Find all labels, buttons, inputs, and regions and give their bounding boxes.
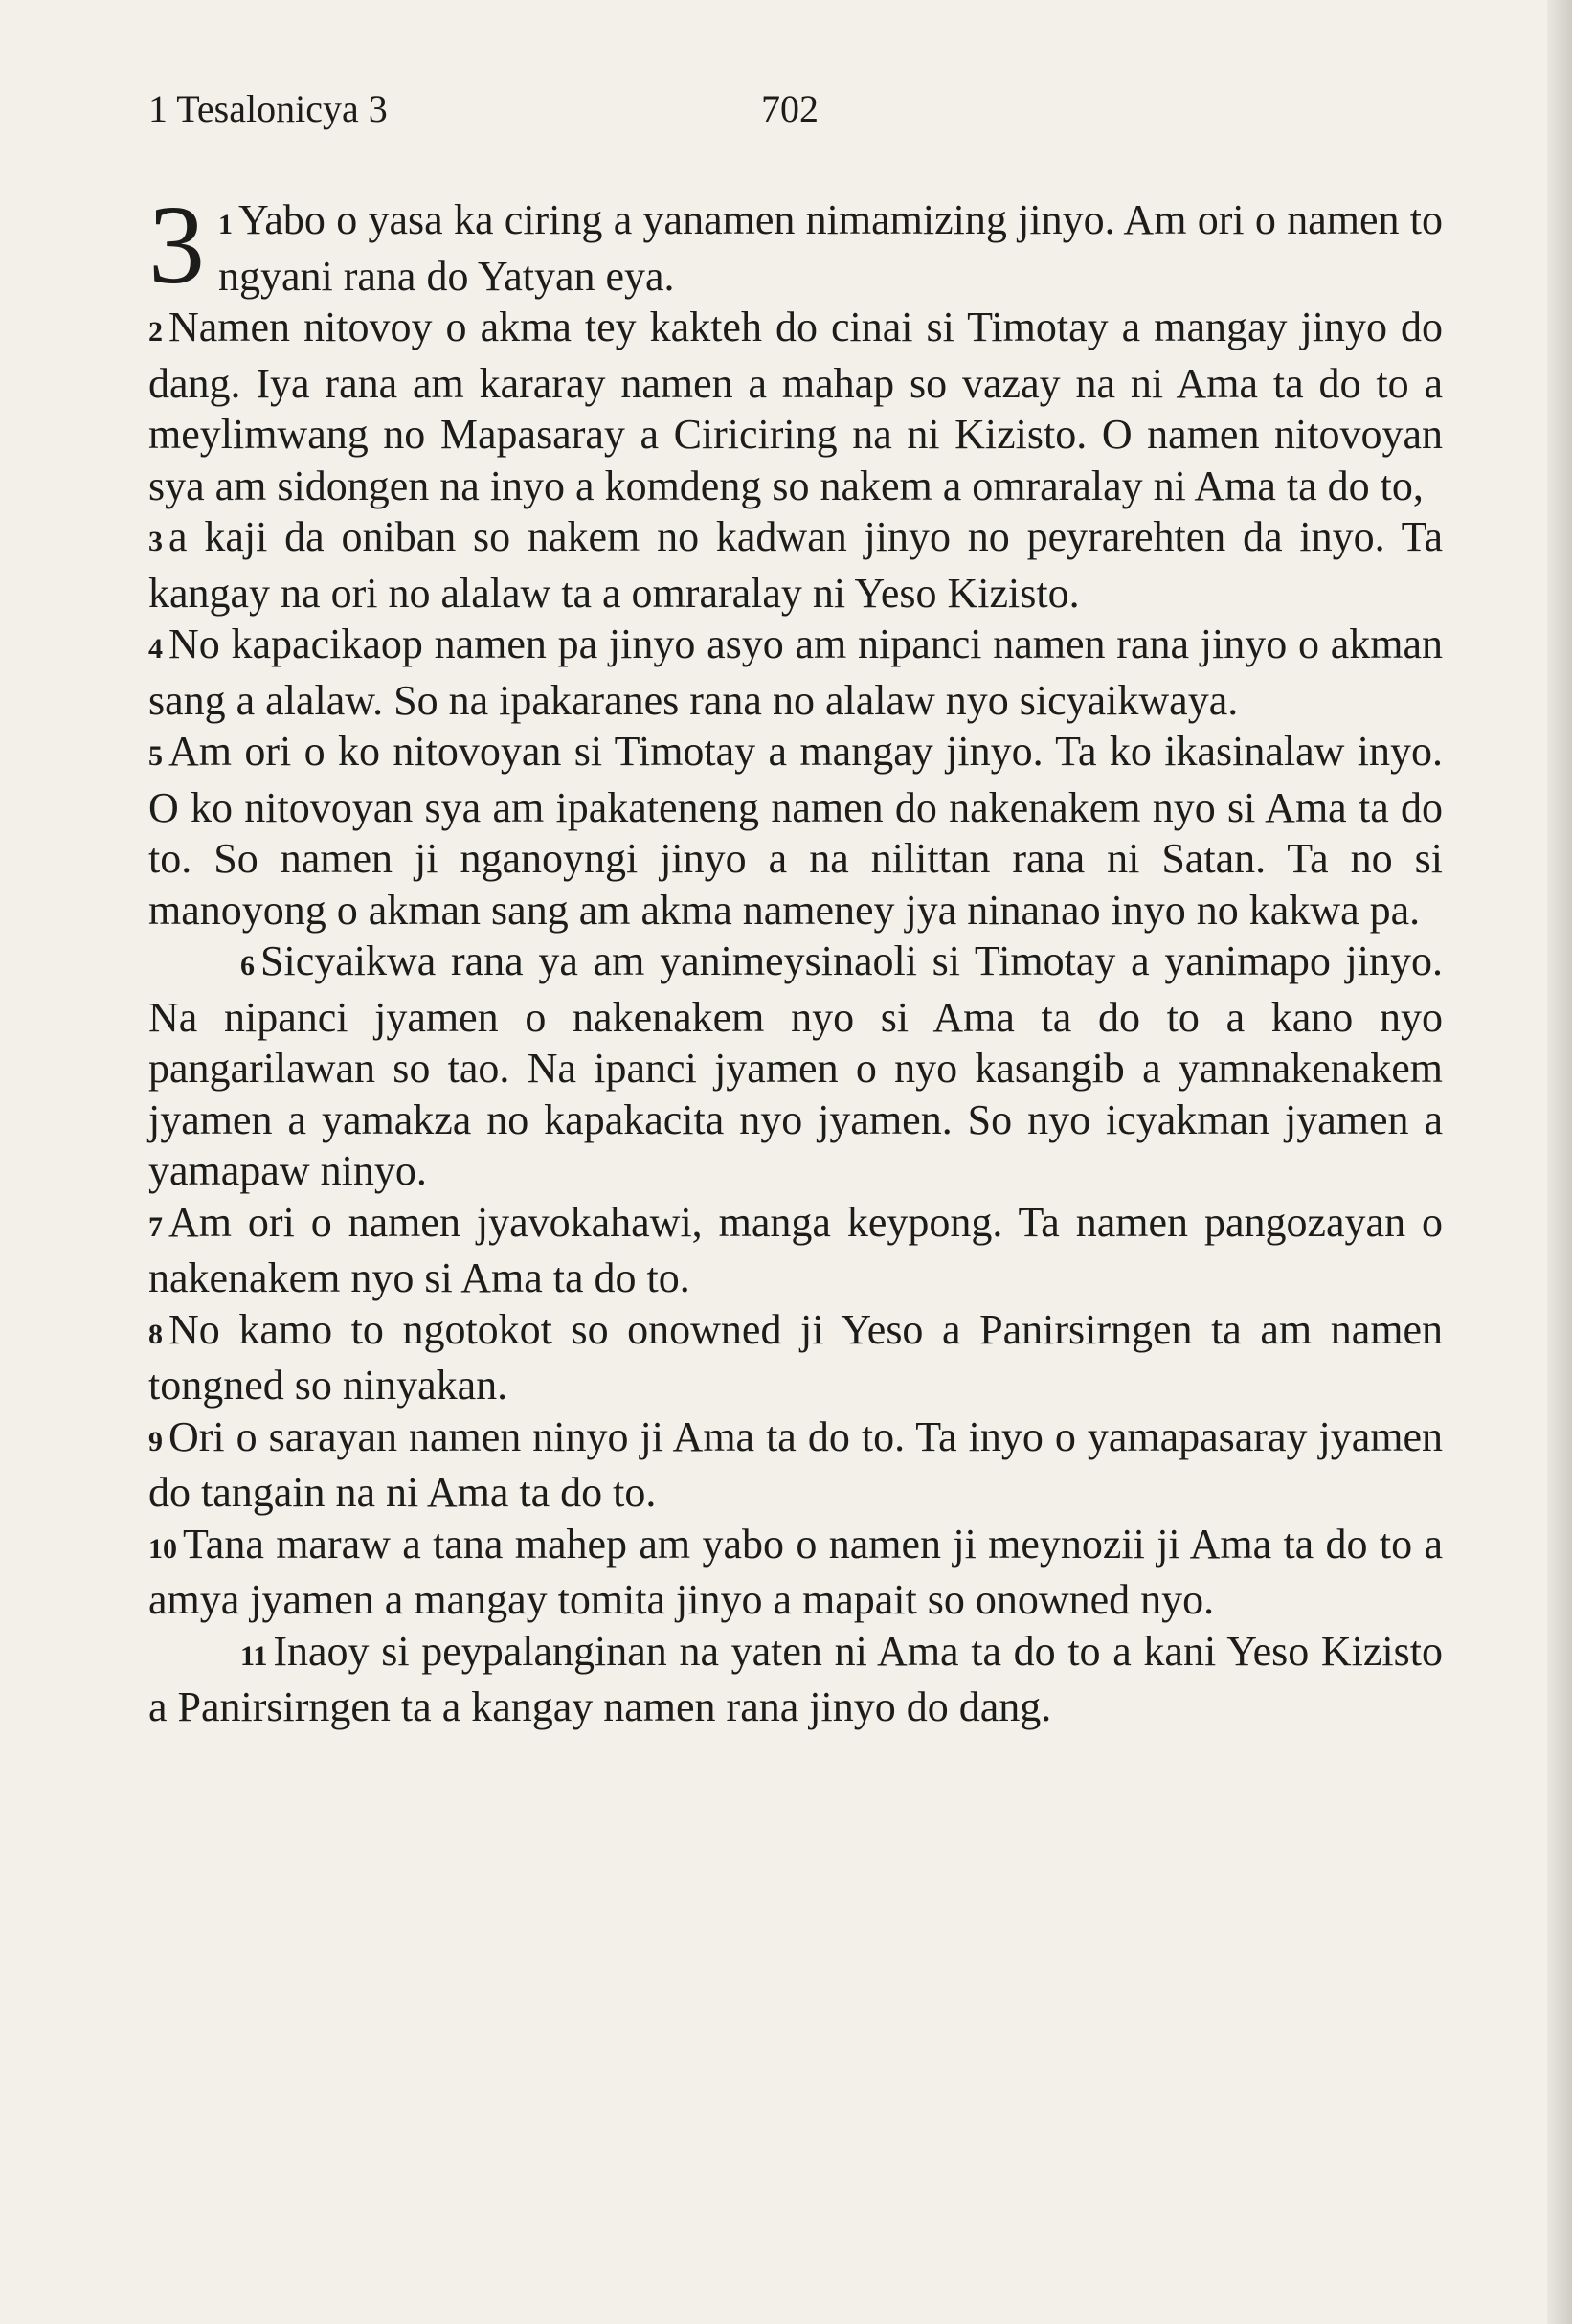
verse-text: Am ori o ko nitovoyan si Timotay a mangay jinyo. Ta ko ikasinalaw inyo. O ko nitovoyan sya am ipakateneng namen do nakenakem nyo si Ama ta do to. So namen ji nganoyngi jinyo a na nilittan rana ni Satan. Ta no si manoyong o akman sang am akma nameney jya ninanao inyo no kakwa pa. [148,728,1443,934]
verse-text: Sicyaikwa rana ya am yanimeysinaoli si Timotay a yanimapo jinyo. Na nipanci jyamen o nakenakem nyo si Ama ta do to a kano nyo pangarilawan so tao. Na ipanci jyamen o nyo kasangib a yamnakenakem jyamen a yamakza no kapakacita nyo jyamen. So nyo icyakman jyamen a yamapaw ninyo. [148,937,1443,1194]
verse-text: No kamo to ngotokot so onowned ji Yeso a Panirsirngen ta am namen tongned so ninyakan. [148,1305,1443,1409]
running-head: 1 Tesalonicya 3 [148,87,388,130]
verse-1 [148,182,1443,307]
verse-11 [148,1626,1443,1733]
verse-number: 3 [148,526,163,557]
verse-number: 11 [240,1639,268,1672]
chapter-text [148,182,1443,1733]
verse-8 [148,1304,1443,1411]
page-header [148,84,1450,142]
verse-text: a kaji da oniban so nakem no kadwan jinyo no peyrarehten da inyo. Ta kangay na ori no alalaw ta a omraralay ni Yeso Kizisto. [148,513,1443,617]
verse-number: 9 [148,1425,163,1457]
verse-number: 4 [148,633,163,665]
verse-text: Ori o sarayan namen ninyo ji Ama ta do to. Ta inyo o yamapasaray jyamen do tangain na ni Ama ta do to. [148,1412,1443,1516]
verse-10 [148,1519,1443,1626]
verse-3 [148,511,1443,619]
verse-text: Am ori o namen jyavokahawi, manga keypong. Ta namen pangozayan o nakenakem nyo si Ama ta do to. [148,1198,1443,1301]
chapter-number: 3 [148,182,205,307]
verse-number: 2 [148,316,163,348]
page-edge-shadow [1547,0,1572,2324]
verse-4 [148,619,1443,726]
verse-text: Tana maraw a tana mahep am yabo o namen ji meynozii ji Ama ta do to a amya jyamen a mangay tomita jinyo a mapait so onowned nyo. [148,1520,1443,1623]
verse-number: 6 [240,950,255,981]
verse-number: 1 [218,209,233,240]
verse-text: No kapacikaop namen pa jinyo asyo am nipanci namen rana jinyo o akman sang a alalaw. So na ipakaranes rana no alalaw nyo sicyaikwaya. [148,620,1443,724]
verse-9 [148,1411,1443,1519]
verse-2 [148,302,1443,511]
verse-number: 8 [148,1318,163,1350]
verse-5 [148,726,1443,936]
verse-number: 7 [148,1210,163,1243]
verse-6 [148,936,1443,1197]
page-number: 702 [761,87,819,130]
verse-7 [148,1197,1443,1304]
verse-text: Yabo o yasa ka ciring a yanamen nimamizing jinyo. Am ori o namen to ngyani rana do Yatyan eya. [218,196,1443,300]
verse-number: 10 [148,1532,177,1565]
verse-text: Namen nitovoy o akma tey kakteh do cinai si Timotay a mangay jinyo do dang. Iya rana am kararay namen a mahap so vazay na ni Ama ta do to a meylimwang no Mapasaray a Ciriciring na ni Kizisto. O namen nitovoyan sya am sidongen na inyo a komdeng so nakem a omraralay ni Ama ta do to, [148,304,1443,509]
verse-number: 5 [148,740,163,772]
verse-text: Inaoy si peypalanginan na yaten ni Ama ta do to a kani Yeso Kizisto a Panirsirngen ta a kangay namen rana jinyo do dang. [148,1627,1443,1730]
